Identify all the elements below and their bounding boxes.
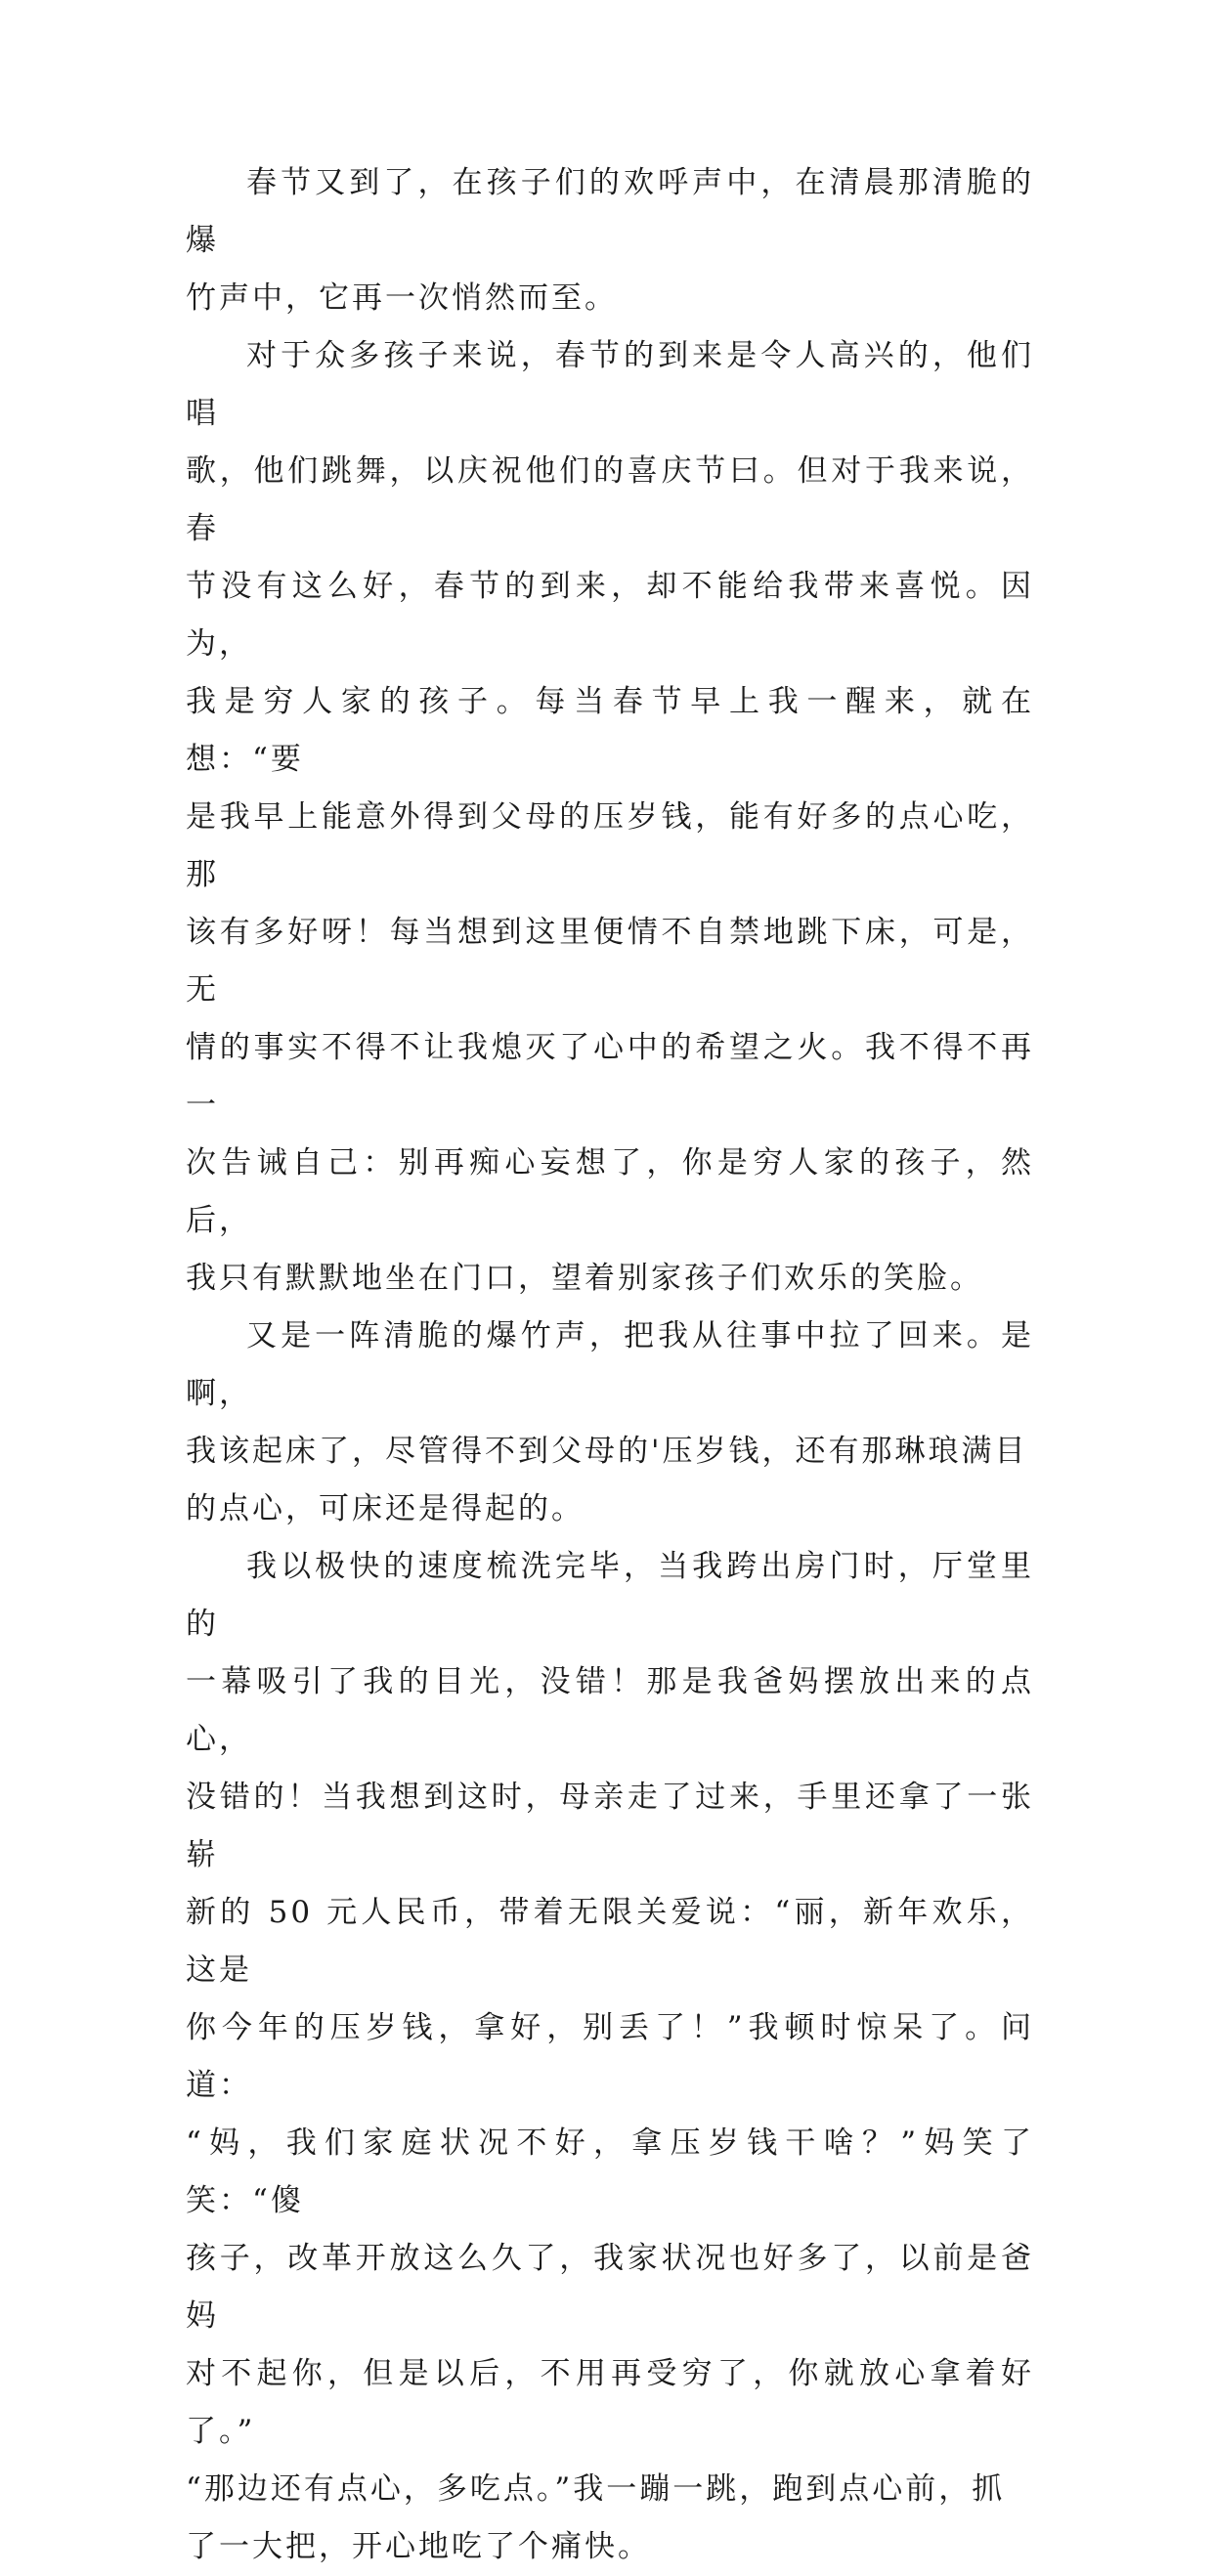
paragraph-3: 又是一阵清脆的爆竹声，把我从往事中拉了回来。是啊， 我该起床了，尽管得不到父母的'压岁钱，还有那琳琅满目 的点心，可床还是得起的。	[186, 1318, 1034, 1526]
paragraph-1: 春节又到了，在孩子们的欢呼声中，在清晨那清脆的爆 竹声中，它再一次悄然而至。	[186, 165, 1034, 316]
paragraph-2: 对于众多孩子来说，春节的到来是令人高兴的，他们唱 歌，他们跳舞，以庆祝他们的喜庆节曰。但对于我来说，春 节没有这么好，春节的到来，却不能给我带来喜悦。因为， 我是穷人家的孩子。每当春节早上我一醒来，就在想：“要 是我早上能意外得到父母的压岁钱，能有好多的点心吃，那 该有多好呀！每当想到这里便情不自禁地跳下床，可是，无 情的事实不得不让我熄灭了心中的希望之火。我不得不再一 次告诫自己：别再痴心妄想了，你是穷人家的孩子，然后， 我只有默默地坐在门口，望着别家孩子们欢乐的笑脸。	[186, 338, 1034, 1296]
paragraph-4: 我以极快的速度梳洗完毕，当我跨出房门时，厅堂里的 一幕吸引了我的目光，没错！那是我爸妈摆放出来的点心， 没错的！当我想到这时，母亲走了过来，手里还拿了一张崭 新的 50 元人民币，带着无限关爱说：“丽，新年欢乐，这是 你今年的压岁钱，拿好，别丢了！”我顿时惊呆了。问道：	[186, 1549, 1034, 2103]
document-body	[186, 154, 1034, 2576]
paragraph-5: “妈，我们家庭状况不好，拿压岁钱干啥？”妈笑了笑：“傻 孩子，改革开放这么久了，我家状况也好多了，以前是爸妈 对不起你，但是以后，不用再受穷了，你就放心拿着好了。” “那边还有点心，多吃点。”我一蹦一跳，跑到点心前，抓 了一大把，开心地吃了个痛快。	[186, 2125, 1034, 2564]
